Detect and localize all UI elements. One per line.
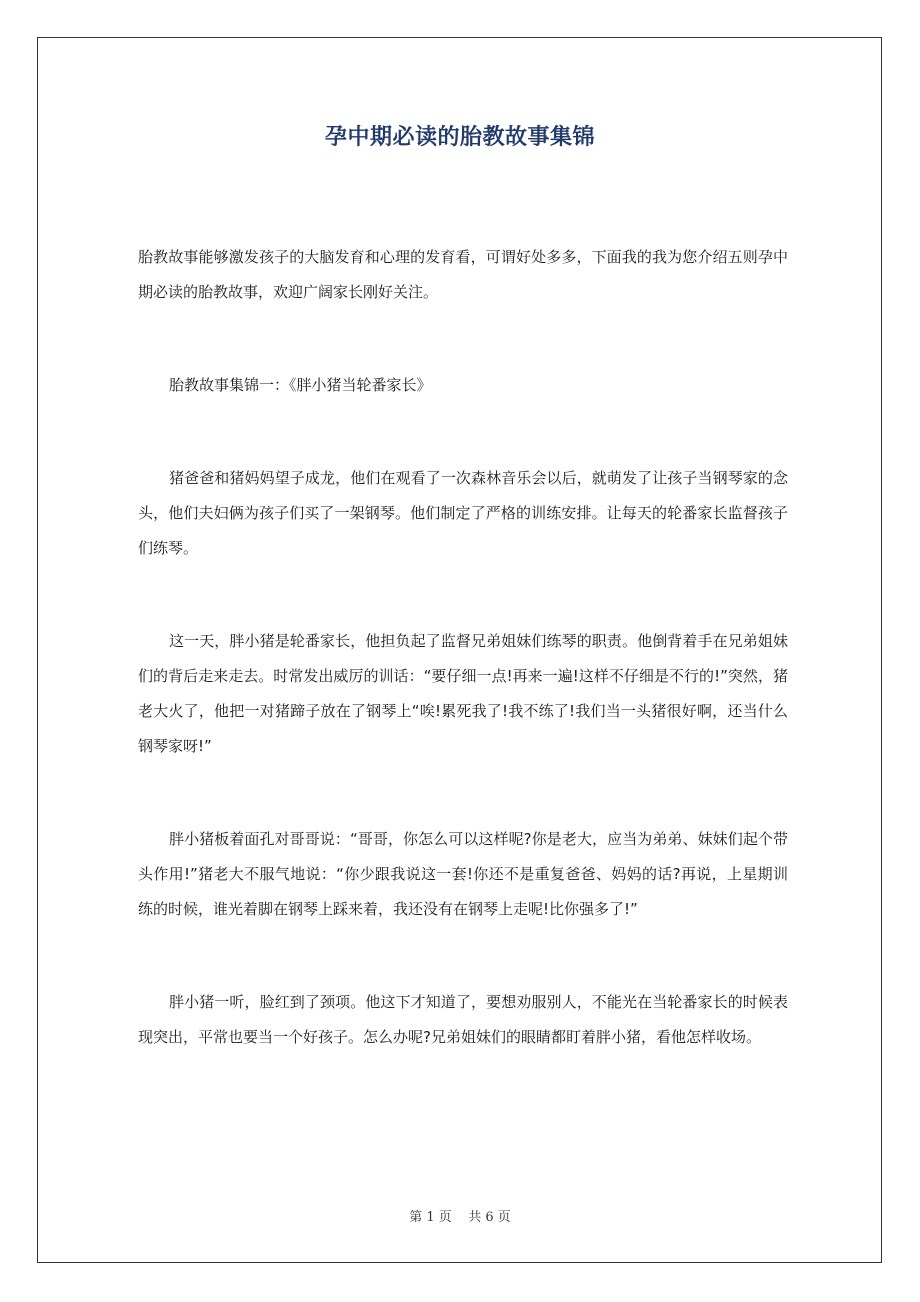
intro-paragraph: 胎教故事能够激发孩子的大脑发育和心理的发育看，可谓好处多多，下面我的我为您介绍五则孕中期必读的胎教故事，欢迎广阔家长刚好关注。	[138, 248, 788, 301]
story-paragraph: 胖小猪一听，脸红到了颈项。他这下才知道了，要想劝服别人，不能光在当轮番家长的时候表现突出，平常也要当一个好孩子。怎么办呢?兄弟姐妹们的眼睛都盯着胖小猪，看他怎样收场。	[138, 993, 788, 1046]
document-title: 孕中期必读的胎教故事集锦	[324, 125, 595, 150]
page-total: 共 6 页	[468, 1210, 511, 1225]
story-paragraph: 这一天，胖小猪是轮番家长，他担负起了监督兄弟姐妹们练琴的职责。他倒背着手在兄弟姐妹们的背后走来走去。时常发出威厉的训话：“要仔细一点!再来一遍!这样不仔细是不行的!”突然，猪老大火了，他把一对猪蹄子放在了钢琴上“唉!累死我了!我不练了!我们当一头猪很好啊，还当什么钢琴家呀!”	[138, 632, 788, 755]
story-heading: 胎教故事集锦一：《胖小猪当轮番家长》	[169, 376, 432, 394]
document-body	[138, 240, 788, 1055]
page-number: 第 1 页	[409, 1210, 452, 1225]
story-paragraph: 胖小猪板着面孔对哥哥说：“哥哥，你怎么可以这样呢?你是老大，应当为弟弟、妹妹们起个带头作用!”猪老大不服气地说：“你少跟我说这一套!你还不是重复爸爸、妈妈的话?再说，上星期训练的时候，谁光着脚在钢琴上踩来着，我还没有在钢琴上走呢!比你强多了!”	[138, 830, 788, 918]
page-footer	[0, 1206, 920, 1225]
story-paragraph: 猪爸爸和猪妈妈望子成龙，他们在观看了一次森林音乐会以后，就萌发了让孩子当钢琴家的念头，他们夫妇俩为孩子们买了一架钢琴。他们制定了严格的训练安排。让每天的轮番家长监督孩子们练琴。	[138, 469, 788, 557]
